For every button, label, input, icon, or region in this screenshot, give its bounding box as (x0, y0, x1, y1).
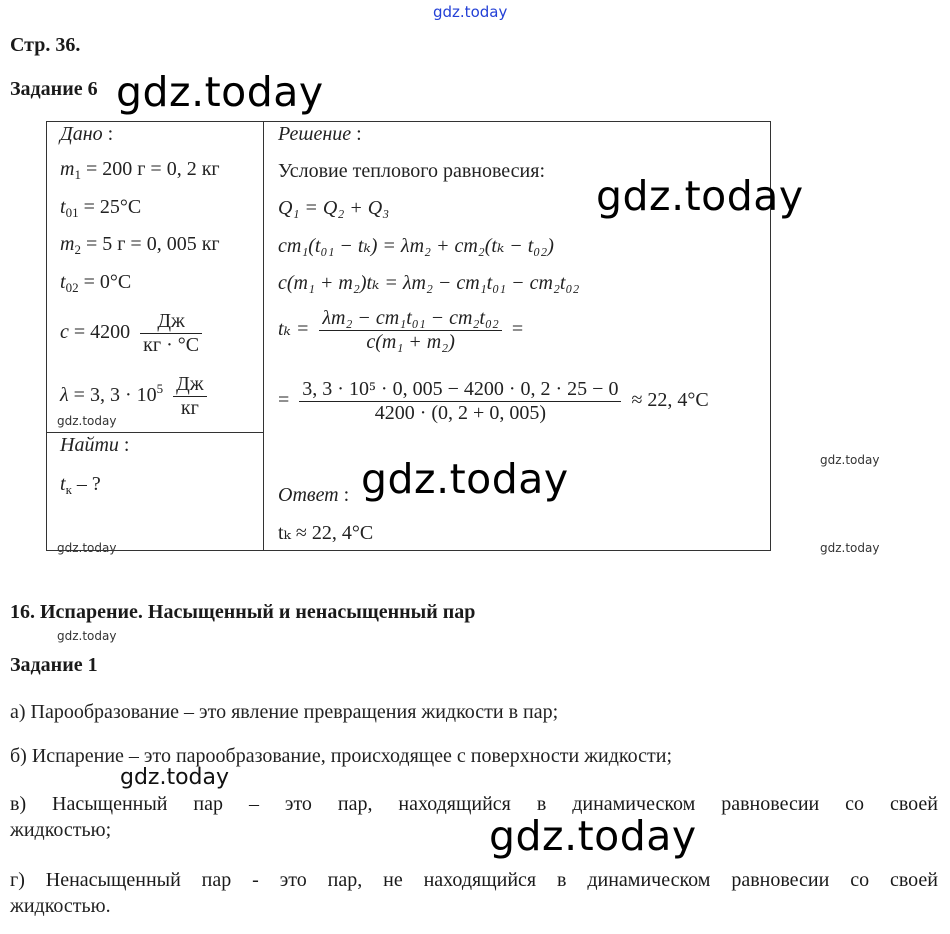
table-divider-horizontal (46, 432, 264, 433)
task-1-title: Задание 1 (10, 654, 98, 676)
page-reference: Стр. 36. (10, 34, 81, 56)
solution-heading: Решение : (278, 123, 362, 145)
task-6-title: Задание 6 (10, 78, 98, 100)
definition-v-line1: в) Насыщенный пар – это пар, находящийся в динамическом равновесии со своей (10, 793, 938, 815)
section-16-title: 16. Испарение. Насыщенный и ненасыщенный пар (10, 601, 476, 623)
watermark-big: gdz.today (116, 68, 324, 116)
watermark-top: gdz.today (433, 3, 508, 21)
definition-a: а) Парообразование – это явление превращения жидкости в пар; (10, 701, 559, 723)
watermark-big: gdz.today (489, 812, 697, 860)
find-heading: Найти : (60, 434, 130, 456)
given-m2: $m_2 = 5$ г = 0, 005 кг (60, 233, 220, 257)
table-divider-vertical (263, 121, 264, 551)
equilibrium-condition: Условие теплового равновесия: (278, 160, 546, 182)
answer-value: tₖ ≈ 22, 4°С (278, 522, 374, 544)
find-target: $t_к$ – ? (60, 473, 101, 497)
given-heading: Дано : (60, 123, 114, 145)
given-lambda: λ = 3, $3 \cdot 10^5$ $\frac{Дж}{кг}$ (60, 373, 207, 420)
watermark-big: gdz.today (361, 455, 569, 503)
watermark-big: gdz.today (596, 172, 804, 220)
watermark-medium: gdz.today (120, 765, 230, 790)
equation-formula: tₖ = $\frac{\text{λm₂ − cm₁t₀₁ − cm₂t₀₂}}{\text{c(m₁ + m₂)}}$ = (278, 307, 524, 353)
watermark-small-section: gdz.today (57, 629, 117, 643)
given-t01: $t_{01} = 25^\circ С$ (60, 196, 142, 220)
watermark-small-right: gdz.today (820, 453, 880, 467)
definition-v-line2: жидкостью; (10, 819, 112, 841)
equation-expanded: cm₁(t₀₁ − tₖ) = λm₂ + cm₂(tₖ − t₀₂) (278, 235, 554, 257)
given-t02: $t_{02} = 0^\circ С$ (60, 271, 132, 295)
given-c: c = 4200 $\frac{Дж}{кг \cdot ^\circ С}$ (60, 310, 202, 357)
answer-heading: Ответ : (278, 484, 350, 506)
definition-b: б) Испарение – это парообразование, происходящее с поверхности жидкости; (10, 745, 673, 767)
c-unit-fraction: $\frac{Дж}{кг \cdot ^\circ С}$ (140, 310, 202, 357)
equation-numeric: = $\frac{\text{3, 3 · 10⁵ · 0, 005 − 4200 · 0, 2 · 25 − 0}}{4200 \cdot (0, 2 + 0, 005)}$ ≈ 22, 4°С (278, 378, 709, 424)
definition-g-line1: г) Ненасыщенный пар - это пар, не находящийся в динамическом равновесии со своей (10, 869, 938, 891)
given-m1: $m_1 = 200$ г = 0, 2 кг (60, 158, 220, 182)
watermark-small-right: gdz.today (820, 541, 880, 555)
lambda-unit-fraction: $\frac{Дж}{кг}$ (173, 373, 206, 420)
watermark-small-given: gdz.today (57, 414, 117, 428)
watermark-small-find: gdz.today (57, 541, 117, 555)
equation-rearranged: c(m₁ + m₂)tₖ = λm₂ − cm₁t₀₁ − cm₂t₀₂ (278, 272, 580, 294)
equation-heat-balance: Q₁ = Q₂ + Q₃ (278, 197, 390, 219)
definition-g-line2: жидкостью. (10, 895, 111, 917)
